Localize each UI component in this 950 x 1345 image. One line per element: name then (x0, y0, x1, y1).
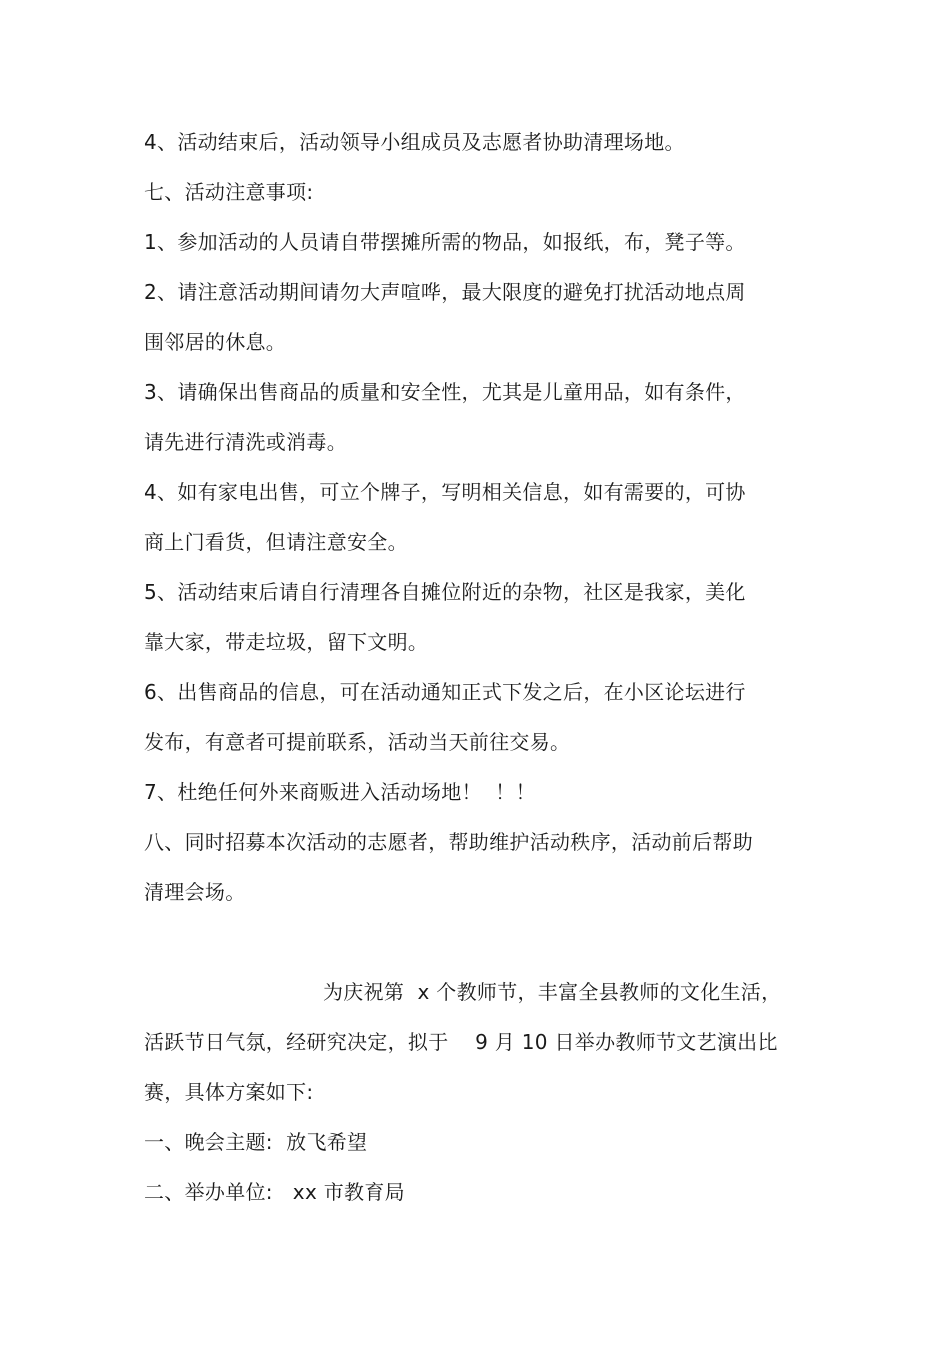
text-line: 3、请确保出售商品的质量和安全性，尤其是儿童用品，如有条件， (144, 380, 746, 404)
text-line: 活跃节日气氛，经研究决定，拟于 9 月 10 日举办教师节文艺演出比 (144, 1030, 778, 1054)
text-line: 发布，有意者可提前联系，活动当天前往交易。 (144, 730, 571, 754)
text-line: 6、出售商品的信息，可在活动通知正式下发之后，在小区论坛进行 (144, 680, 746, 704)
text-line: 靠大家，带走垃圾，留下文明。 (144, 630, 429, 654)
text-line: 4、活动结束后，活动领导小组成员及志愿者协助清理场地。 (144, 130, 685, 154)
text-line: 7、杜绝任何外来商贩进入活动场地！ ！！ (144, 780, 536, 804)
text-line: 5、活动结束后请自行清理各自摊位附近的杂物，社区是我家，美化 (144, 580, 746, 604)
text-line: 清理会场。 (144, 880, 246, 904)
text-line: 2、请注意活动期间请勿大声喧哗，最大限度的避免打扰活动地点周 (144, 280, 746, 304)
text-line: 1、参加活动的人员请自带摆摊所需的物品，如报纸，布，凳子等。 (144, 230, 746, 254)
section-heading: 八、同时招募本次活动的志愿者，帮助维护活动秩序，活动前后帮助 (144, 830, 753, 854)
text-line: 商上门看货，但请注意安全。 (144, 530, 408, 554)
section-heading: 七、活动注意事项: (144, 180, 314, 204)
text-line: 请先进行清洗或消毒。 (144, 430, 347, 454)
section-heading: 一、晚会主题: 放飞希望 (144, 1130, 368, 1154)
text-line: 4、如有家电出售，可立个牌子，写明相关信息，如有需要的，可协 (144, 480, 746, 504)
text-line: 围邻居的休息。 (144, 330, 287, 354)
paragraph-opening-line: 为庆祝第 x 个教师节，丰富全县教师的文化生活， (323, 980, 782, 1004)
text-line: 赛，具体方案如下: (144, 1080, 314, 1104)
section-heading: 二、举办单位: xx 市教育局 (144, 1180, 405, 1204)
